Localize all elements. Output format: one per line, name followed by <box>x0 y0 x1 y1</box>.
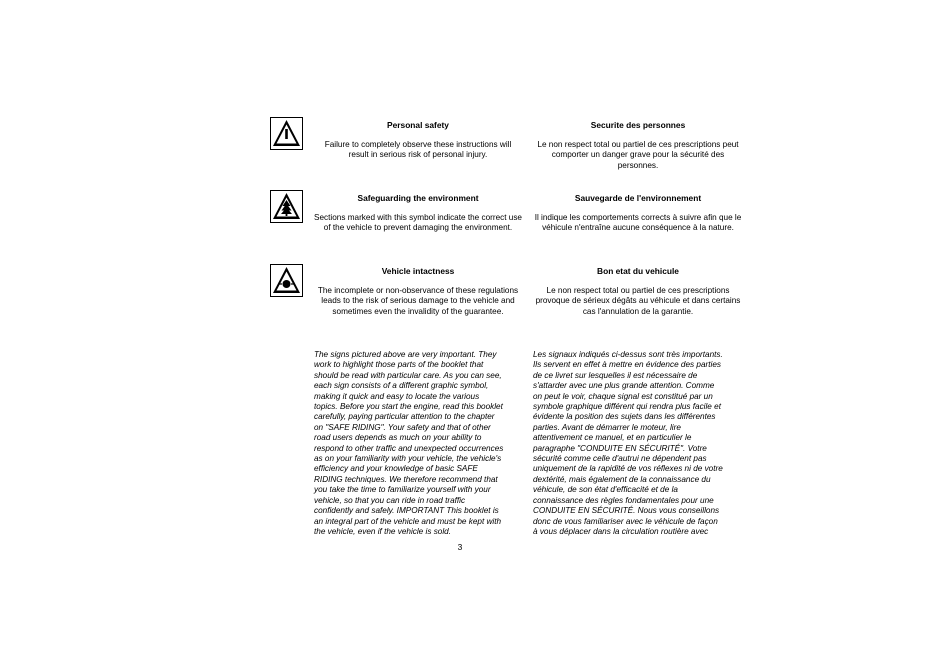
section-personal-safety-fr <box>533 120 743 171</box>
page-number: 3 <box>457 542 463 552</box>
vehicle-damage-triangle-icon <box>270 264 303 297</box>
section-text: Le non respect total ou partiel de ces prescriptions provoque de sérieux dégâts au véhicule et dans certains cas l'annulation de la garantie. <box>535 285 741 316</box>
section-environment-fr <box>533 193 743 234</box>
section-title: Vehicle intactness <box>381 266 455 276</box>
intro-paragraph-fr: Les signaux indiqués ci-dessus sont très importants. Ils servent en effet à mettre en évidence des parties de ce livret sur lesquelles il est nécessaire de s'attarder avec une plus grande attention. Comme on peut le voir, chaque signal est constitué par un symbole graphique différent qui rendra plus facile et évidente la position des sujets dans les différentes parties. Avant de démarrer le moteur, lire attentivement ce manuel, et en particulier le paragraphe "CONDUITE EN SÉCURITÉ". Votre sécurité comme celle d'autrui ne dépendent pas uniquement de la rapidité de vos réflexes ni de votre dextérité, mais également de la connaissance du véhicule, de son état d'efficacité et de la connaissance des règles fondamentales pour une CONDUITE EN SÉCURITÉ. Nous vous conseillons donc de vous familiariser avec le véhicule de façon à vous déplacer dans la circulation routière avec <box>533 350 723 536</box>
section-text: The incomplete or non-observance of these regulations leads to the risk of serious damage to the vehicle and sometimes even the invalidity of the guarantee. <box>317 285 519 316</box>
warning-triangle-exclamation-icon <box>270 117 303 150</box>
section-title: Securite des personnes <box>590 120 686 130</box>
section-title: Personal safety <box>387 120 449 130</box>
section-text: Il indique les comportements corrects à suivre afin que le véhicule n'entraîne aucune conséquence à la nature. <box>534 212 742 232</box>
section-title: Bon etat du vehicule <box>597 266 679 276</box>
section-personal-safety-en <box>314 120 522 161</box>
section-text: Failure to completely observe these instructions will result in serious risk of personal injury. <box>324 139 512 159</box>
section-text: Le non respect total ou partiel de ces prescriptions peut comporter un danger grave pour la sécurité des personnes. <box>537 139 739 170</box>
environment-tree-icon <box>270 190 303 223</box>
section-text: Sections marked with this symbol indicate the correct use of the vehicle to prevent damaging the environment. <box>314 212 522 232</box>
intro-paragraph-en: The signs pictured above are very important. They work to highlight those parts of the booklet that should be read with particular care. As you can see, each sign consists of a different graphic symbol, making it quick and easy to locate the various topics. Before you start the engine, read this booklet carefully, paying particular attention to the chapter on "SAFE RIDING". Your safety and that of other road users depends as much on your ability to respond to other traffic and unexpected occurrences as on your familiarity with your vehicle, the vehicle's efficiency and your knowledge of basic SAFE RIDING techniques. We therefore recommend that you take the time to familiarize yourself with your vehicle, so that you can ride in road traffic confidently and safely. IMPORTANT This booklet is an integral part of the vehicle and must be kept with the vehicle, even if the vehicle is sold. <box>314 350 504 536</box>
section-environment-en <box>314 193 522 234</box>
section-vehicle-en <box>314 266 522 317</box>
section-title: Sauvegarde de l'environnement <box>574 193 702 203</box>
section-title: Safeguarding the environment <box>357 193 479 203</box>
section-vehicle-fr <box>533 266 743 317</box>
